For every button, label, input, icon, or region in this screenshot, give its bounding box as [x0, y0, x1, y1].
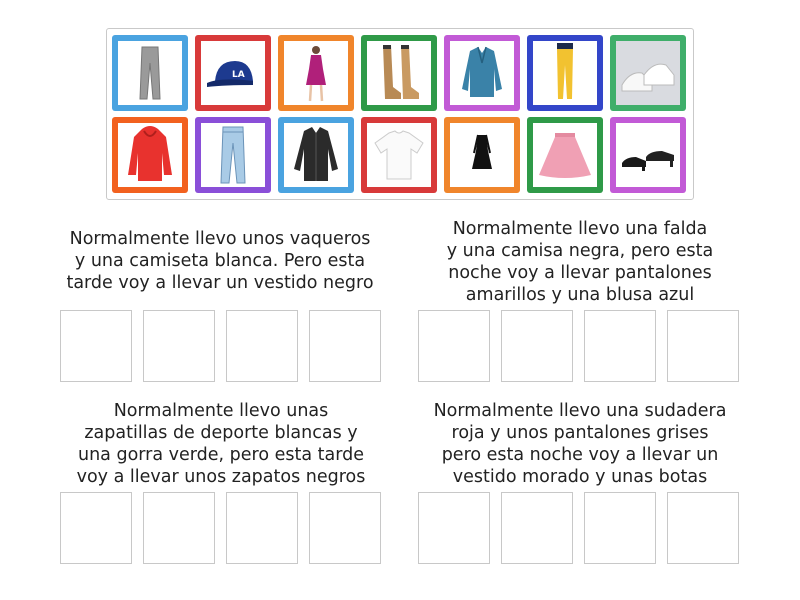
- drop-slot[interactable]: [60, 310, 132, 382]
- drop-slot[interactable]: [60, 492, 132, 564]
- drop-slot[interactable]: [418, 310, 490, 382]
- tile-brown-boots[interactable]: [361, 35, 437, 111]
- tile-purple-dress[interactable]: [278, 35, 354, 111]
- white-tshirt-icon: [367, 123, 431, 187]
- tile-jeans[interactable]: [195, 117, 271, 193]
- red-hoodie-icon: [118, 123, 182, 187]
- prompt-1: Normalmente llevo unos vaqueros y una camiseta blanca. Pero esta tarde voy a llevar un vestido negro: [66, 229, 374, 293]
- black-shoes-icon: [616, 123, 680, 187]
- tile-black-shoes[interactable]: [610, 117, 686, 193]
- drop-slot[interactable]: [667, 492, 739, 564]
- tile-yellow-trousers[interactable]: [527, 35, 603, 111]
- jeans-icon: [201, 123, 265, 187]
- drop-slot[interactable]: [143, 310, 215, 382]
- tile-black-shirt[interactable]: [278, 117, 354, 193]
- brown-boots-icon: [367, 41, 431, 105]
- tile-blue-cap[interactable]: [195, 35, 271, 111]
- blue-cap-icon: [201, 41, 265, 105]
- drop-slot[interactable]: [501, 492, 573, 564]
- drop-slot[interactable]: [309, 492, 381, 564]
- pink-skirt-icon: [533, 123, 597, 187]
- prompt-2: Normalmente llevo una falda y una camisa negra, pero esta noche voy a llevar pantalones amarillos y una blusa azul: [446, 219, 714, 305]
- tile-white-sneakers[interactable]: [610, 35, 686, 111]
- tile-black-dress[interactable]: [444, 117, 520, 193]
- drop-slot[interactable]: [309, 310, 381, 382]
- drop-slot[interactable]: [418, 492, 490, 564]
- image-bank: [106, 28, 694, 200]
- drop-slot[interactable]: [226, 492, 298, 564]
- drop-slot[interactable]: [226, 310, 298, 382]
- prompt-4: Normalmente llevo una sudadera roja y unos pantalones grises pero esta noche voy a llevar un vestido morado y unas botas: [433, 401, 727, 487]
- black-shirt-icon: [284, 123, 348, 187]
- purple-dress-icon: [284, 41, 348, 105]
- tile-grey-trousers[interactable]: [112, 35, 188, 111]
- grey-trousers-icon: [118, 41, 182, 105]
- drop-slot[interactable]: [143, 492, 215, 564]
- white-sneakers-icon: [616, 41, 680, 105]
- yellow-trousers-icon: [533, 41, 597, 105]
- tile-pink-skirt[interactable]: [527, 117, 603, 193]
- tile-red-hoodie[interactable]: [112, 117, 188, 193]
- black-dress-icon: [450, 123, 514, 187]
- drop-slot[interactable]: [584, 310, 656, 382]
- svg-text:LA: LA: [232, 70, 245, 80]
- tile-blue-blouse[interactable]: [444, 35, 520, 111]
- drop-slot[interactable]: [667, 310, 739, 382]
- blue-blouse-icon: [450, 41, 514, 105]
- prompt-3: Normalmente llevo unas zapatillas de deporte blancas y una gorra verde, pero esta tarde voy a llevar unos zapatos negros: [76, 401, 366, 487]
- tile-white-tshirt[interactable]: [361, 117, 437, 193]
- drop-slot[interactable]: [501, 310, 573, 382]
- drop-slot[interactable]: [584, 492, 656, 564]
